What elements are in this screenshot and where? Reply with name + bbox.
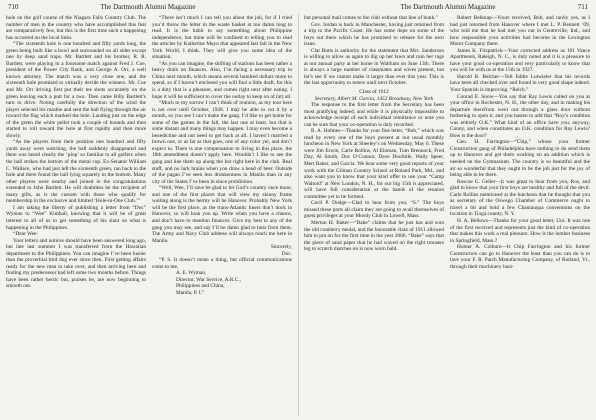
paragraph: The response to the first letter from the Secretary has been most gratifying indeed, and while it is physically impossible to acknowledge receipt of each individual remittance or note you can be sure that your co-operation is duly recorded. xyxy=(304,102,444,128)
paragraph: “Dear Wee: xyxy=(13,231,38,238)
paragraph: Harold B. Belcher—Tell Eddie Lutwieler that his records have been all checked over and found in very good shape indeed. Your Spanish is improving. “Relch.” xyxy=(450,73,590,94)
paragraph: Robert Belknap—Yours received, Bob, and rarely yes, as I had just returned from Hanover where I met L. P. Bennett ’09, who told me that he had met you out in Centreville, Ind., and how responsible your activities had become in the Lexington Motor Company there. xyxy=(450,15,590,48)
paragraph: Gov. Jordan is back in Manchester, having just returned from a trip to the Pacific Coast. He has some dope on some of the boys out there which he has promised to release for the next issue. xyxy=(304,21,444,48)
paragraph: Clat Butts is authority for the statement that Mrs. Sanderson is willing to allow us again to dig up her lawn and ruin her rugs at our annual party at her home in Waltham on June 13th. There is always a large number of classmates and wives present, but let’s see if we cannot make it larger than ever this year. This is the last opportunity to renew until next October. xyxy=(304,47,444,87)
letter-signature: Sincerely, xyxy=(270,244,292,251)
right-page-number: 711 xyxy=(577,3,588,11)
paragraph: Conrad E. Snow—You say that Ray Lewis called on you at your office in Rochester, N. H., the other day, and in making his departure therefrom went out through a glass door without bothering to open it, and you hasten to add that “Roy’s condition was entirely O.K.” What kind of an office have you, anyway, Conny, and when constitutes an O.K. condition for Ray Lewis? How is the door? xyxy=(450,93,590,139)
left-running-title: The Dartmouth Alumni Magazine xyxy=(100,3,196,11)
paragraph: Geo. H. Farrington—“Chip,” whose your former Construction gang of Philadelphia have nothing to do send them up to Hanover and get them working on an addition which is needed on the Gymnasium. The country is so beautiful and the air so wonderful that they ought to be the job just for the joy of being able to be there. xyxy=(450,139,590,179)
column-1 xyxy=(6,15,146,419)
column-3 xyxy=(304,15,444,419)
paragraph: “Well, Wee, I’ll save be glad to hit God’s country once more, and one of the first places that will view my skinny frame waiting along is the hermy will be Hanover. Probably New York will be the first place, as the trans-Atlantic liners don’t dock in Hanover, so will look you up. Write when you have a chance, and don’t have to mention finances. Give my best to any of the gang you may see, and say I’ll be damn glad to hear from them. The Army and Navy Club address will always reach me here in Manila. xyxy=(152,185,292,244)
page-gutter xyxy=(298,14,299,416)
left-page-number: 710 xyxy=(8,3,19,11)
paragraph: Merton H. Baker—“Bake” claims that he just has and won the old cranberry medal, and the honorable class of 1911 allowed him to put on for the first time in the year 2006. “Bake” says that the piece of sand paper that he had waved on the right trousers leg to scratch matches on is now worn bald. xyxy=(304,219,444,253)
secretary-line: Secretary, Albert M. Garcia, 1452 Broadway, New York xyxy=(314,95,434,102)
paragraph: Cecil P. Dodge—Glad to hear from you, “S.” The boys missed these parts all claim they are going to avail themselves of guest privileges at your Moody Club in Lowell, Mass. xyxy=(304,200,444,220)
column-4 xyxy=(450,15,590,419)
paragraph: hole on the golf course of the Niagara Falls Country Club. The number of men in the country who have accomplished this feat are comparatively few, but this is the first time such a happening has occurred on the local links. xyxy=(6,15,146,41)
address-line: Philippines and China, xyxy=(176,283,225,290)
paragraph: “P. S. It doesn’t mean a thing, but official communications come to me, xyxy=(152,257,292,270)
column-2 xyxy=(152,15,292,419)
paragraph: R. A. Holmes—Thanks for your fine letter, “Bob,” which was read by every one of the boys present at our usual monthly luncheon in New York at Sheeley’s on Wednesday, May 6. These were Jim Erwin, Carle Rollins, Al Eloman, Tom Brennock, Fred Day, Al Smith, Doc O’Connor, Dave Doolittle, Wally Speer, Mert Baker, and Garcia. We hear some very good reports of your work with the Gilman Country School at Roland Park, Md., and also want you to know that your kind offer to use your “Camp Waltoid” at New London, N. H., for our big 15th is appreciated, will have full consideration at the hands of the reunion committee yet to be formed. xyxy=(304,128,444,200)
address-line: Manila, P. I.” xyxy=(176,289,205,296)
right-running-title: The Dartmouth Alumni Magazine xyxy=(400,3,496,11)
paragraph: “Much to my sorrow I can’t think of reunion, as my tour here is not over until October, 1928. I may be able to cut it by a month, so you see I can’t make the gang. I’d like to get home for some of the games in the fall, the last one at least, but that is some distant and many things may happen. I may even become a benedictine and not need to get back at all. I haven’t married a brown one, or as far as that goes, one of any color yet, and don’t expect to. There is one compensation to living in this place, the 18th amendment doesn’t apply here. Wouldn’t I like to see the gang and line them up along the bar right here in the club. Real stuff, and no lurk brains when you draw a head of beer. Outside of the pagan I’ve seen less drunkenness in Manila than in any city of the States I’ve been in since prohibition. xyxy=(152,100,292,185)
paragraph: H. A. Bellows—Thanks for your good letter, Uni. It was one of the first received and represents just the kind of co-operation that makes this work a real pleasure. How is the lumber business in Springfield, Mass.? xyxy=(450,217,590,244)
paragraph: “The sixteenth hole is one hundred and fifty yards long, the green being built like a bowl and surrounded on all sides except one by deep sand traps. Mr. Bartlett and his brother, R. R. Bartlett, were playing in a foursome match against Fred J. Coe, president of the Power City Bank, and George A. Orr, a well known attorney. The match was a very close one, and the sixteenth hole promised to virtually decide the winners. Mr. Coe and Mr. Orr driving first put their tee shots accurately on the green leaving each a putt for a two. Then came Billy Bartlett’s turn to drive. Noting carefully the direction of the wind the player selected his mashie and sent the ball flying through the air toward the flag which marked the hole. Landing just on the edge of the green the white pellet took a couple of bounds and then started to roll toward the hole at first rapidly and then more slowly. xyxy=(6,41,146,139)
class-heading: Class of 1912 xyxy=(359,89,389,96)
paragraph: James K. Fitzpatrick—Your corrected address as 101 Vance Apartments, Raleigh, N. C., is duly noted and it is a pleasure to have your good co-operation and very particularly to know that you will be with us at the 15th in 1927. xyxy=(450,47,590,74)
paragraph: Roscoe G. Geller—It was great to hear from you, Ros, and glad to know that your first boys are healthy and full of the devil. Carle Rollins mentioned at the luncheon that he thought that you as secretary of the Oswego Chamber of Commerce ought to travel a bit and hold a few Chautauqua conventions on the location in Tioga county, N. Y. xyxy=(450,178,590,218)
paragraph: “As you can imagine, the shifting of stations has been rather a heavy drain on finances. Also, I’m facing a necessary trip to China next month, which means several hundred dollars more to spend, so if I haven’t enclosed you will find a little draft, for this is a duty that is a pleasure, and comes right next after eating. I hope it will be sufficient to cover the outlay to keep on of (at) all. xyxy=(152,60,292,100)
right-page-header xyxy=(306,2,590,12)
paragraph: Your letters and notices should have been answered long ago, but late last summer I was transferred from the Hawaiian department to the Philippines. You can imagine I’ve been busier than the proverbial bird dog ever since then. First getting affairs ready for the new man to take over, and then arriving here and finding my predecessor had left some two months before. Things have been rather hectic but, praises be, are now beginning to smooth out. xyxy=(6,237,146,290)
letter-signature: Doc. xyxy=(281,250,292,257)
paragraph: I am taking the liberty of publishing a letter from “Doc” Wyman to “Wee” Kimball, knowing that it will be of great interest to all of us to get something of his slant on what is happening in the Philippines. xyxy=(6,204,146,231)
paragraph: but personal mail comes to the club without that line of bunk.” xyxy=(304,15,438,21)
paragraph: “As the players from their position one hundred and fifty yards away were watching, the ball suddenly disappeared and there was heard clearly the ‘plop’ so familiar to all golfers when the ball strikes the bottom of the metal cup. Ex-Senator William C. Wallace, who had just left the sixteenth green, ran back to the hole and there found the ball lying squarely in the bottom. Many other players were nearby and joined in the congratulations extended to John Bartlett. He will doubtless be the recipient of many gifts, as is the custom with those who qualify for membership in the exclusive and limited ‘Hole-in-One Club.’” xyxy=(6,139,146,205)
paragraph: “There isn’t much I can tell you about the job, for if I tried you’d throw the letter in the waste basket at too damn long to read. It is the habit to say something about Philippine independence, but mine will be confined to telling you to read the articles by Katherine Mayo that appeared last fall in the New York World, I think. They will give you some idea of the situation. xyxy=(152,15,292,61)
address-line: A. E. Wyman, xyxy=(176,270,207,277)
left-page-header xyxy=(6,2,290,12)
address-line: Director, War Service, A.R.C., xyxy=(176,276,241,283)
paragraph: Homer A. Colburn—It Chip Farrington and his former Constructors can go to Hanover the least than you can do is to lave your F. R. Patch Manufacturing Company, of Rutland, Vt., through their machinery busi- xyxy=(450,244,590,270)
